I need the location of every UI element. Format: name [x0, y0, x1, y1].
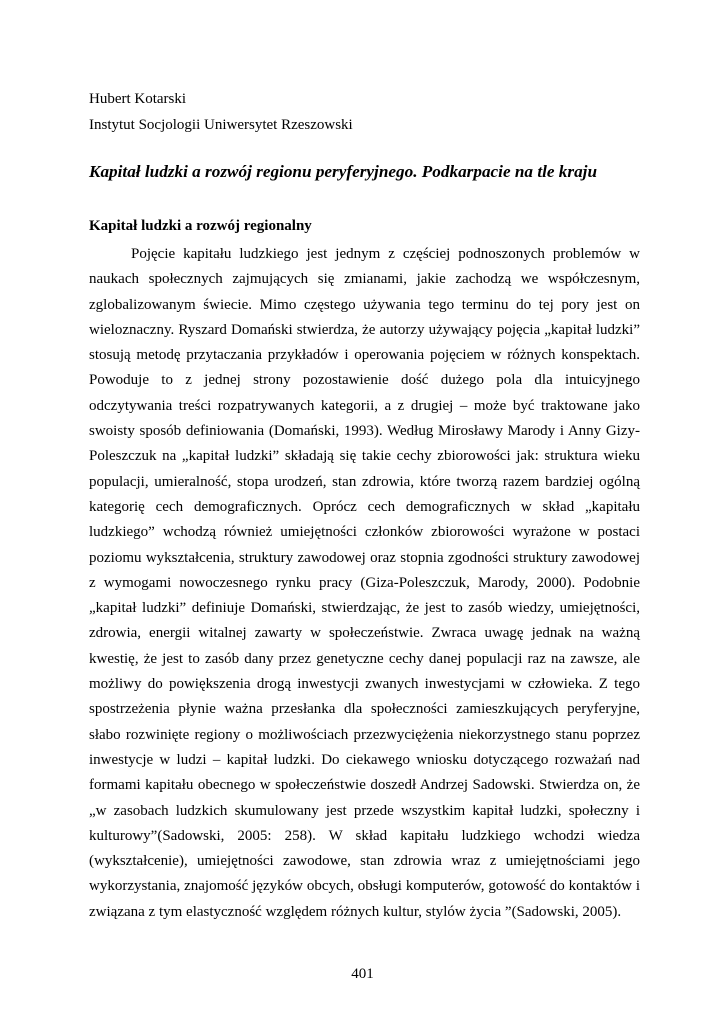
body-paragraph: Pojęcie kapitału ludzkiego jest jednym z częściej podnoszonych problemów w naukach społecznych zajmujących się zmianami, jakie zachodzą we współczesnym, zglobalizowanym świecie. Mimo częstego używania tego terminu do tej pory jest on wieloznaczny. Ryszard Domański stwierdza, że autorzy używający pojęcia „kapitał ludzki” stosują metodę przytaczania przykładów i operowania pojęciem w różnych konspektach. Powoduje to z jednej strony pozostawienie dość dużego pola dla intuicyjnego odczytywania treści rozpatrywanych kategorii, a z drugiej – może być traktowane jako swoisty sposób definiowania (Domański, 1993). Według Mirosławy Marody i Anny Gizy-Poleszczuk na „kapitał ludzki” składają się takie cechy zbiorowości jak: struktura wieku populacji, umieralność, stopa urodzeń, stan zdrowia, które tworzą razem bardziej ogólną kategorię cech demograficznych. Oprócz cech demograficznych w skład „kapitału ludzkiego” wchodzą również umiejętności członków zbiorowości wyrażone w postaci poziomu wykształcenia, struktury zawodowej oraz stopnia zgodności struktury zawodowej z wymogami nowoczesnego rynku pracy (Giza-Poleszczuk, Marody, 2000). Podobnie „kapitał ludzki” definiuje Domański, stwierdzając, że jest to zasób wiedzy, umiejętności, zdrowia, energii witalnej zawarty w społeczeństwie. Zwraca uwagę jednak na ważną kwestię, że jest to zasób dany przez genetyczne cechy danej populacji raz na zawsze, ale możliwy do powiększenia drogą inwestycji zwanych inwestycjami w człowieka. Z tego spostrzeżenia płynie ważna przesłanka dla społeczności zamieszkujących peryferyjne, słabo rozwinięte regiony o możliwościach przezwyciężenia niekorzystnego stanu poprzez inwestycje w ludzi – kapitał ludzki. Do ciekawego wniosku dotyczącego rozważań nad formami kapitału obecnego w społeczeństwie doszedł Andrzej Sadowski. Stwierdza on, że „w zasobach ludzkich skumulowany jest przede wszystkim kapitał ludzki, społeczny i kulturowy”(Sadowski, 2005: 258). W skład kapitału ludzkiego wchodzi wiedza (wykształcenie), umiejętności zawodowe, stan zdrowia wraz z umiejętnościami jego wykorzystania, znajomość języków obcych, obsługi komputerów, gotowość do kontaktów i związana z tym elastyczność względem różnych kultur, stylów życia ”(Sadowski, 2005).	[89, 246, 640, 920]
author-block	[89, 86, 353, 138]
section-heading: Kapitał ludzki a rozwój regionalny	[89, 218, 312, 234]
article-title: Kapitał ludzki a rozwój regionu peryferyjnego. Podkarpacie na tle kraju	[89, 162, 598, 181]
author-affiliation: Instytut Socjologii Uniwersytet Rzeszowski	[89, 117, 353, 133]
author-name: Hubert Kotarski	[89, 91, 187, 107]
page-number: 401	[351, 966, 374, 982]
